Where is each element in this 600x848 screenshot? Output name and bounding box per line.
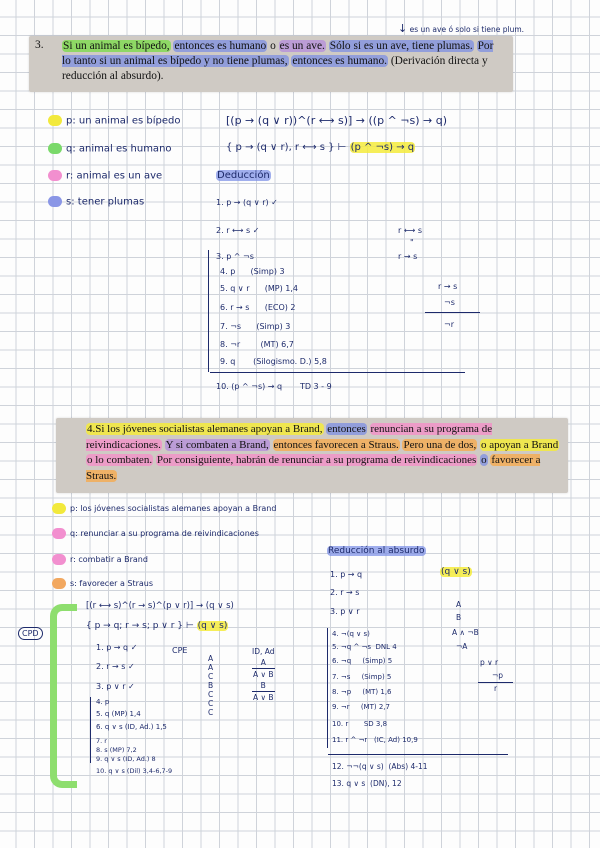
side4-0: A xyxy=(456,600,462,609)
d4r-step-6: 6. ¬q (Simp) 5 xyxy=(332,657,393,665)
d3-step-8: 8. ¬r (MT) 6,7 xyxy=(220,340,294,349)
formula3-premises: { p → (q ∨ r), r ⟷ s } ⊢ (p ^ ¬s) → q xyxy=(226,142,415,153)
legend3-r: r: animal es un ave xyxy=(48,170,162,182)
d4l-step-3: 3. p ∨ r ✓ xyxy=(96,682,135,691)
d4l-step-9: 9. q ∨ s (ID, Ad.) 8 xyxy=(96,755,156,763)
legend4-q: q: renunciar a su programa de reivindicaciones xyxy=(52,528,259,539)
legend3-s: s: tener plumas xyxy=(48,196,144,208)
d4r-step-1: 1. p → q xyxy=(330,570,363,579)
legend4-r: r: combatir a Brand xyxy=(52,554,148,565)
formula3-top: [(p → (q ∨ r))^(r ⟷ s)] → ((p ^ ¬s) → q) xyxy=(226,114,448,127)
d4r-rule xyxy=(328,754,508,755)
cpe-label: CPE xyxy=(172,646,188,655)
problem-4-text: 4.Si los jóvenes socialistas alemanes apoyan a Brand, entonces renuncian a su programa de reivindicaciones. Y si combaten a Brand, entonces favorecen a Straus. Pero una de dos, o apoyan a Brand o lo combaten. Por consiguiente, habrán de renunciar a su programa de reivindicaciones o favorecer a Straus. xyxy=(86,423,559,482)
right-conclusion: (q ∨ s) xyxy=(441,567,471,577)
side3-4: ¬s xyxy=(444,298,455,307)
legend4-p: p: los jóvenes socialistas alemanes apoyan a Brand xyxy=(52,503,276,514)
side4-4: p ∨ r xyxy=(480,658,499,667)
d3-step-2: 2. r ⟷ s ✓ xyxy=(216,226,260,235)
d4l-step-4: 4. p xyxy=(96,698,110,706)
side3-3: r → s xyxy=(438,282,458,291)
d4r-step-8: 8. ¬p (MT) 1,6 xyxy=(332,688,392,696)
side3-1: " xyxy=(410,238,414,247)
d3-step-3: 3. p ^ ¬s xyxy=(216,252,254,261)
d4l-step-6: 6. q ∨ s (ID, Ad.) 1,5 xyxy=(96,723,167,731)
d3-rule xyxy=(210,372,465,373)
problem-3-number: 3. xyxy=(35,39,44,51)
side3-0: r ⟷ s xyxy=(398,226,423,235)
d4r-step-11: 11. r ^ ¬r (IC, Ad) 10,9 xyxy=(332,736,418,744)
d4l-step-7: 7. r xyxy=(96,737,107,745)
side4-3: ¬A xyxy=(456,642,468,651)
cpd-label: CPD xyxy=(18,627,43,640)
d4r-step-2: 2. r → s xyxy=(330,588,360,597)
d4r-step-13: 13. q ∨ s (DN), 12 xyxy=(332,779,402,788)
formula4-premises: { p → q; r → s; p ∨ r } ⊢ (q ∨ s) xyxy=(86,621,228,631)
side4-5: ¬p xyxy=(492,671,504,680)
problem-4-box xyxy=(56,418,568,493)
cpe-column: A A C B C C C xyxy=(208,654,214,717)
legend4-s: s: favorecer a Straus xyxy=(52,578,153,589)
d4r-step-9: 9. ¬r (MT) 2,7 xyxy=(332,703,390,711)
side4-2: A ∧ ¬B xyxy=(452,628,479,637)
d4l-step-1: 1. p → q ✓ xyxy=(96,643,138,652)
reduccion-label: Reducción al absurdo xyxy=(328,546,425,556)
d4l-step-5: 5. q (MP) 1,4 xyxy=(96,710,141,718)
d4r-step-4: 4. ¬(q ∨ s) xyxy=(332,630,370,638)
d3-step-9: 9. q (Silogismo. D.) 5,8 xyxy=(220,357,327,366)
deduccion-label: Deducción xyxy=(217,170,270,181)
d3-step-5: 5. q ∨ r (MP) 1,4 xyxy=(220,284,298,293)
d3-step-6: 6. r → s (ECO) 2 xyxy=(220,303,296,312)
problem-3-text: Si un animal es bípedo, entonces es humano o es un ave. Sólo si es un ave, tiene plumas. Por lo tanto si un animal es bípedo y no tiene plumas, entonces es humano. (Derivación directa y reducción al absurdo). xyxy=(62,40,494,82)
d4l-step-2: 2. r → s ✓ xyxy=(96,662,135,671)
d4l-bracket-b xyxy=(90,735,91,763)
d3-step-10: 10. (p ^ ¬s) → q TD 3 - 9 xyxy=(216,382,332,391)
d4l-step-10: 10. q ∨ s (Dil) 3,4-6,7-9 xyxy=(96,767,173,775)
formula4-top: [(r ⟷ s)^(r → s)^(p ∨ r)] → (q ∨ s) xyxy=(86,601,234,611)
side4-rule xyxy=(478,682,513,683)
d4r-step-12: 12. ¬¬(q ∨ s) (Abs) 4-11 xyxy=(332,762,428,771)
d4r-step-5: 5. ¬q ^ ¬s DNL 4 xyxy=(332,643,397,651)
side4-6: r xyxy=(494,684,498,693)
problem-3-box xyxy=(29,36,513,92)
legend3-q: q: animal es humano xyxy=(48,143,172,155)
top-note: ↓ es un ave ó solo si tiene plum. xyxy=(398,22,525,35)
legend3-p: p: un animal es bípedo xyxy=(48,115,180,127)
id-ad-note: ID, Ad A A ∨ B B A ∨ B xyxy=(252,647,275,702)
side3-5: ¬r xyxy=(444,320,454,329)
d3-step-4: 4. p (Simp) 3 xyxy=(220,267,285,276)
d3-bracket xyxy=(208,250,209,372)
d4l-bracket-a xyxy=(90,697,91,735)
side4-1: B xyxy=(456,613,462,622)
d4l-step-8: 8. s (MP) 7,2 xyxy=(96,746,137,754)
d4r-step-10: 10. r SD 3,8 xyxy=(332,720,388,728)
green-bracket xyxy=(50,604,77,788)
side3-2: r → s xyxy=(398,252,418,261)
d3-step-1: 1. p → (q ∨ r) ✓ xyxy=(216,198,278,207)
d4r-step-7: 7. ¬s (Simp) 5 xyxy=(332,673,392,681)
d3-step-7: 7. ¬s (Simp) 3 xyxy=(220,322,291,331)
d4r-step-3: 3. p ∨ r xyxy=(330,607,360,616)
side3-rule xyxy=(425,312,480,313)
d4r-bracket xyxy=(327,628,328,748)
